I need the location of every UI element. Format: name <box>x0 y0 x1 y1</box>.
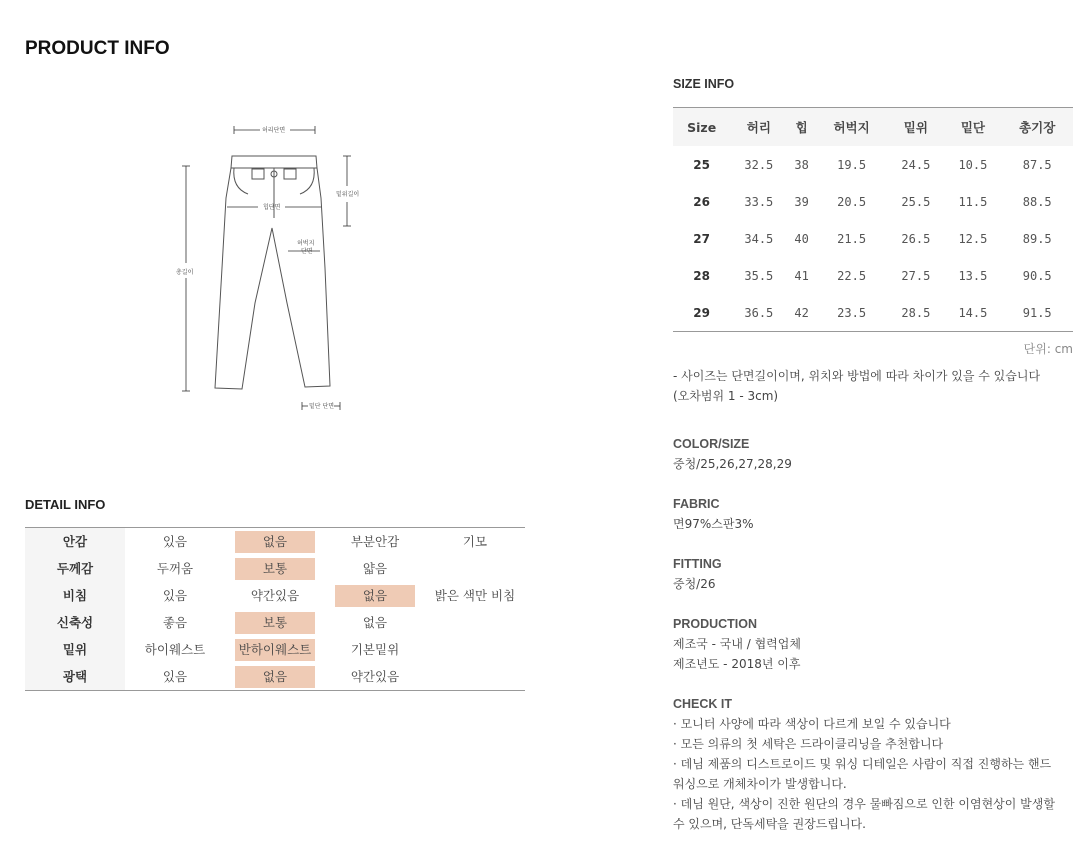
waist-label: 허리단면 <box>262 127 286 134</box>
table-cell: 25.5 <box>901 194 931 209</box>
thigh-label: 허벅지 <box>297 240 315 247</box>
table-cell: 10.5 <box>958 157 988 172</box>
table-cell: 12.5 <box>958 231 988 246</box>
pants-illustration <box>170 118 370 418</box>
table-cell: 14.5 <box>958 305 988 320</box>
size-note-line: (오차범위 1 - 3cm) <box>673 389 779 403</box>
detail-row-sheerness <box>25 582 525 609</box>
check-line: · 모니터 사양에 따라 색상이 다르게 보일 수 있습니다 <box>673 717 951 731</box>
table-cell: 90.5 <box>1022 268 1052 283</box>
thigh-label-2: 단면 <box>301 248 313 255</box>
table-row <box>673 257 1073 294</box>
column-header: 허리 <box>730 108 787 147</box>
detail-row-lining <box>25 528 525 555</box>
fitting-label: FITTING <box>673 557 722 571</box>
table-cell: 33.5 <box>744 194 774 209</box>
check-it-label: CHECK IT <box>673 697 733 711</box>
check-line: · 데님 제품의 디스트로이드 및 워싱 디테일은 사람이 직접 진행하는 핸드 <box>673 757 1052 771</box>
detail-option-selected: 반하이웨스트 <box>225 636 325 663</box>
table-cell: 91.5 <box>1022 305 1052 320</box>
table-cell: 41 <box>794 268 809 283</box>
detail-row-rise <box>25 636 525 663</box>
size-cell: 29 <box>693 305 710 320</box>
column-header: 허벅지 <box>816 108 888 147</box>
column-header: 밑위 <box>887 108 944 147</box>
size-info-title: SIZE INFO <box>673 77 735 91</box>
length-label: 총길이 <box>176 269 194 276</box>
page-title: PRODUCT INFO <box>25 38 170 59</box>
size-cell: 28 <box>693 268 710 283</box>
pants-measurement-diagram <box>170 118 370 418</box>
detail-option: 하이웨스트 <box>144 641 206 657</box>
production-line: 제조년도 - 2018년 이후 <box>673 657 801 671</box>
detail-info-table <box>25 527 525 691</box>
detail-option <box>425 555 525 582</box>
color-size-value: 중청/25,26,27,28,29 <box>673 457 792 471</box>
fabric-label: FABRIC <box>673 497 720 511</box>
column-header: 힙 <box>787 108 816 147</box>
detail-option: 약간있음 <box>250 587 300 603</box>
detail-option <box>425 609 525 636</box>
table-cell: 28.5 <box>901 305 931 320</box>
detail-row-label: 신축성 <box>25 609 125 636</box>
detail-option: 있음 <box>162 587 188 603</box>
hem-label: 밑단 단면 <box>309 403 335 410</box>
table-cell: 87.5 <box>1022 157 1052 172</box>
table-cell: 88.5 <box>1022 194 1052 209</box>
table-cell: 89.5 <box>1022 231 1052 246</box>
detail-option-selected: 없음 <box>225 528 325 555</box>
detail-option: 있음 <box>162 533 188 549</box>
detail-option: 부분안감 <box>350 533 400 549</box>
column-header: 총기장 <box>1001 108 1073 147</box>
detail-option-selected: 없음 <box>225 663 325 690</box>
table-row <box>673 146 1073 183</box>
size-cell: 25 <box>693 157 710 172</box>
color-size-label: COLOR/SIZE <box>673 437 750 451</box>
hip-label: 힙단면 <box>263 204 281 211</box>
detail-row-label: 밑위 <box>25 636 125 663</box>
table-cell: 39 <box>794 194 809 209</box>
check-line: 수 있으며, 단독세탁을 권장드립니다. <box>673 817 866 831</box>
table-row <box>673 183 1073 220</box>
fabric-value: 면97%스판3% <box>673 517 754 531</box>
table-cell: 38 <box>794 157 809 172</box>
production-line: 제조국 - 국내 / 협력업체 <box>673 637 801 651</box>
table-cell: 35.5 <box>744 268 774 283</box>
table-cell: 20.5 <box>837 194 867 209</box>
check-line: · 데님 원단, 색상이 진한 원단의 경우 물빠짐으로 인한 이염현상이 발생할 <box>673 797 1055 811</box>
production-value <box>673 634 1083 674</box>
column-header: 밑단 <box>944 108 1001 147</box>
detail-row-thickness <box>25 555 525 582</box>
detail-option: 좋음 <box>162 614 188 630</box>
detail-option-selected: 보통 <box>225 609 325 636</box>
detail-option-selected: 없음 <box>325 582 425 609</box>
detail-info-title: DETAIL INFO <box>25 497 106 512</box>
detail-option <box>425 663 525 690</box>
table-cell: 19.5 <box>837 157 867 172</box>
table-cell: 36.5 <box>744 305 774 320</box>
table-cell: 42 <box>794 305 809 320</box>
table-cell: 13.5 <box>958 268 988 283</box>
check-it-value <box>673 714 1083 834</box>
table-cell: 24.5 <box>901 157 931 172</box>
size-note-line: - 사이즈는 단면길이이며, 위치와 방법에 따라 차이가 있을 수 있습니다 <box>673 369 1041 383</box>
size-note <box>673 366 1083 406</box>
detail-option: 기본밑위 <box>350 641 400 657</box>
size-table <box>673 107 1073 332</box>
detail-option-selected: 보통 <box>225 555 325 582</box>
detail-option: 있음 <box>162 668 188 684</box>
rise-label: 밑위길이 <box>336 191 360 198</box>
unit-label: 단위: cm <box>1023 342 1073 356</box>
detail-option: 없음 <box>362 614 388 630</box>
detail-option: 약간있음 <box>350 668 400 684</box>
detail-option: 기모 <box>462 533 488 549</box>
detail-option: 두꺼움 <box>156 560 194 576</box>
table-cell: 23.5 <box>837 305 867 320</box>
detail-option: 밝은 색만 비침 <box>434 587 516 603</box>
table-cell: 40 <box>794 231 809 246</box>
detail-row-label: 비침 <box>25 582 125 609</box>
fitting-value: 중청/26 <box>673 577 716 591</box>
check-line: · 모든 의류의 첫 세탁은 드라이클리닝을 추천합니다 <box>673 737 944 751</box>
size-cell: 27 <box>693 231 710 246</box>
detail-row-gloss <box>25 663 525 690</box>
detail-row-label: 광택 <box>25 663 125 690</box>
column-header: Size <box>673 108 730 147</box>
table-cell: 34.5 <box>744 231 774 246</box>
size-cell: 26 <box>693 194 710 209</box>
detail-row-label: 안감 <box>25 528 125 555</box>
table-cell: 21.5 <box>837 231 867 246</box>
table-cell: 32.5 <box>744 157 774 172</box>
detail-row-stretch <box>25 609 525 636</box>
detail-option: 얇음 <box>362 560 388 576</box>
size-table-header <box>673 108 1073 147</box>
table-cell: 26.5 <box>901 231 931 246</box>
table-cell: 27.5 <box>901 268 931 283</box>
detail-row-label: 두께감 <box>25 555 125 582</box>
table-cell: 22.5 <box>837 268 867 283</box>
detail-option <box>425 636 525 663</box>
table-row <box>673 220 1073 257</box>
table-cell: 11.5 <box>958 194 988 209</box>
table-row <box>673 294 1073 332</box>
production-label: PRODUCTION <box>673 617 758 631</box>
check-line: 워싱으로 개체차이가 발생합니다. <box>673 777 847 791</box>
